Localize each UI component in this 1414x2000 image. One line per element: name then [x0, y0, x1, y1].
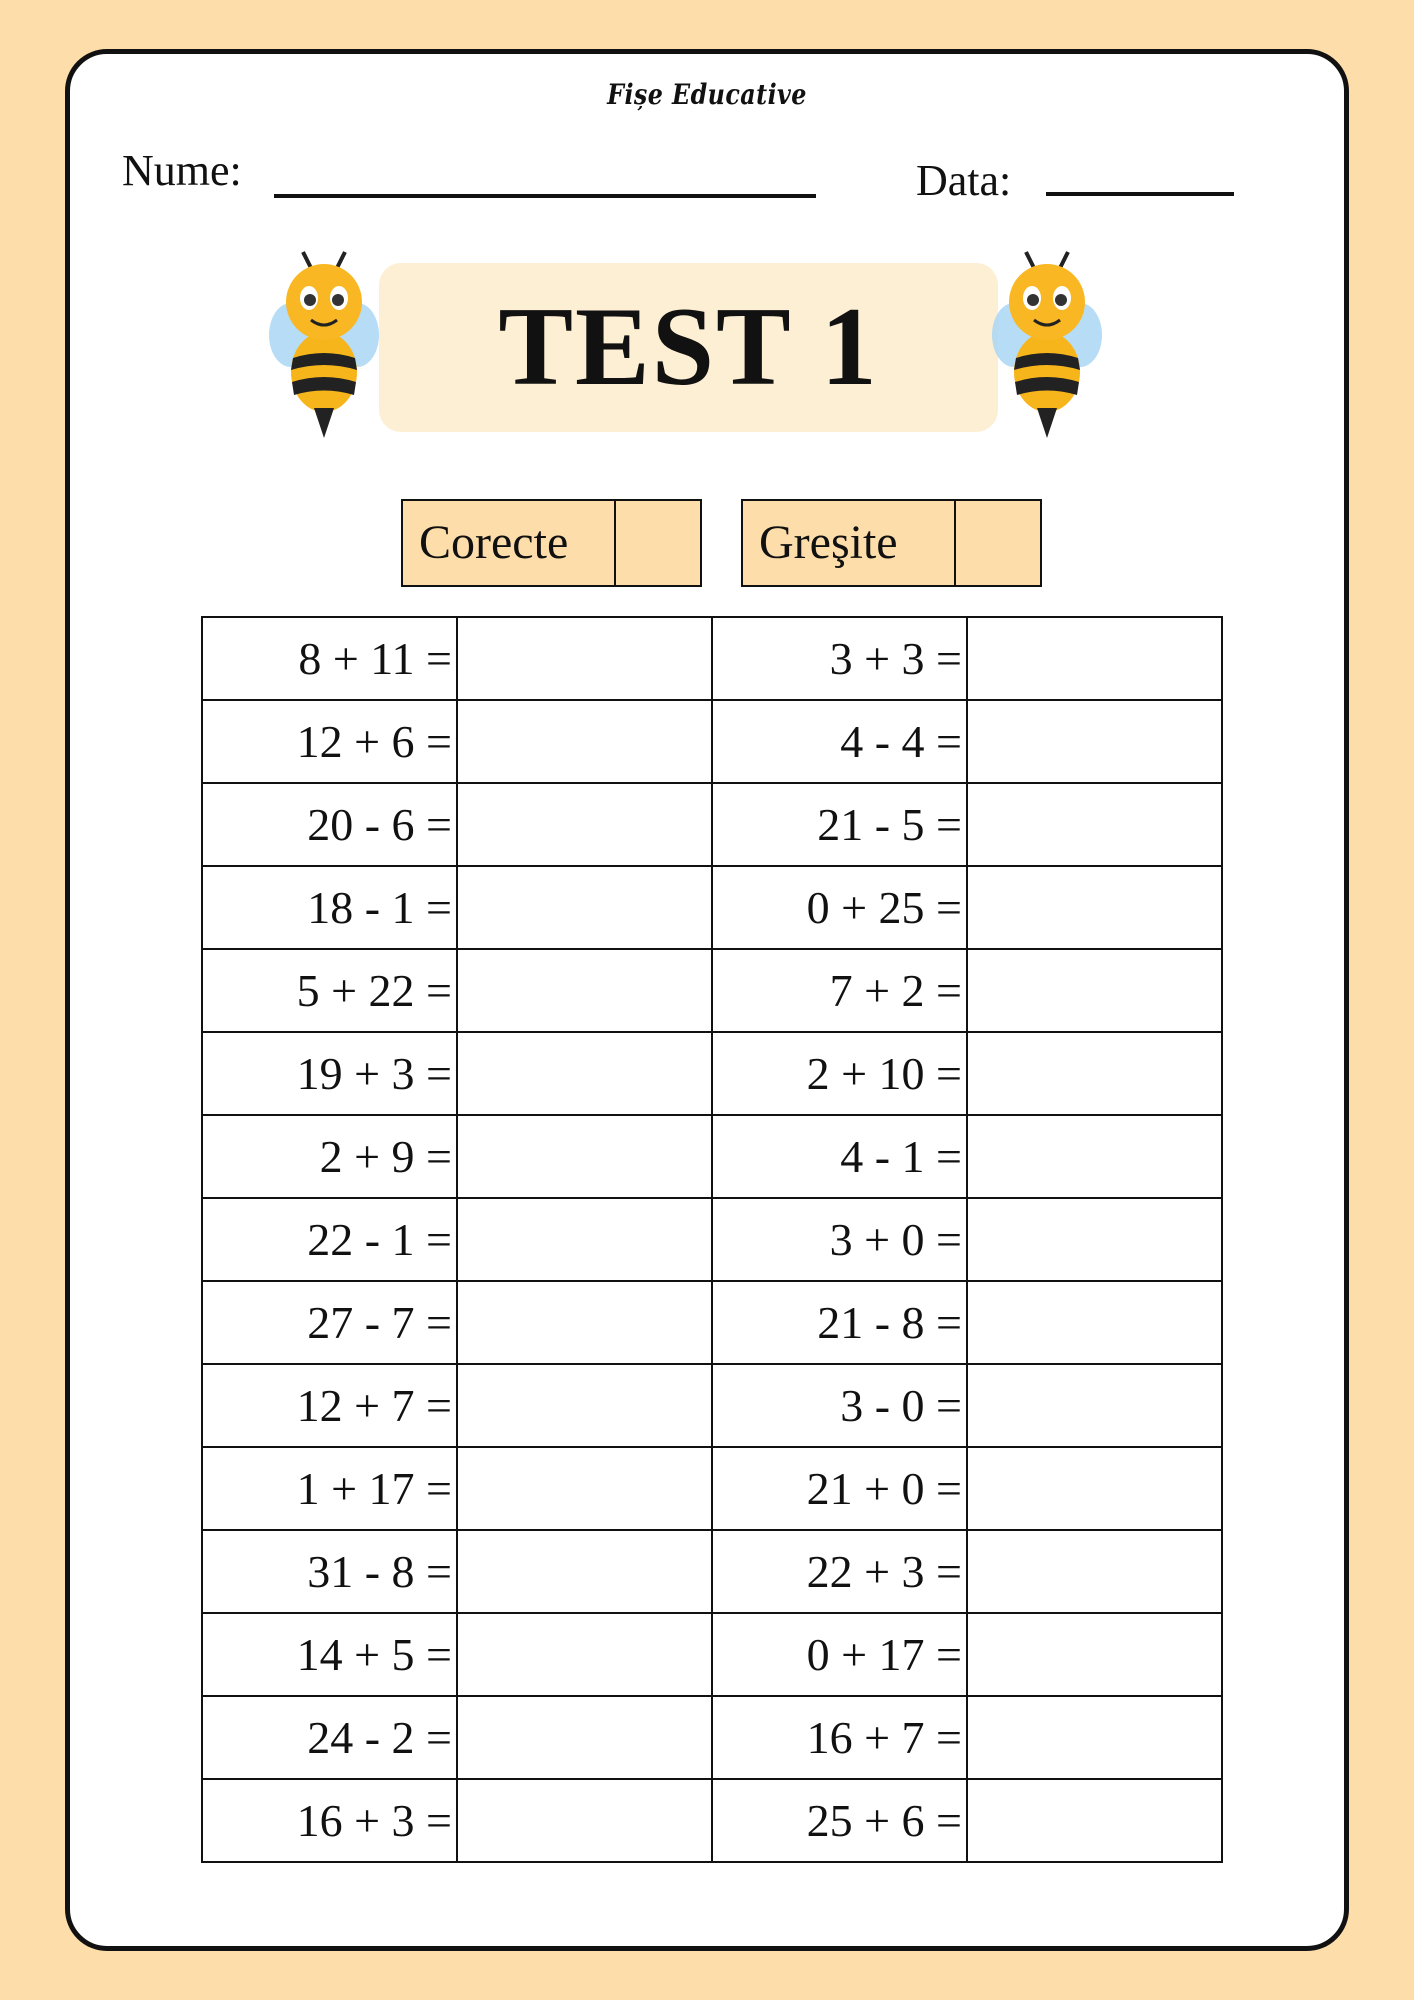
exercise-left: 20 - 6 = [202, 783, 457, 866]
answer-cell-right[interactable] [967, 700, 1222, 783]
exercise-row [202, 1364, 1222, 1447]
bee-illustration-right [992, 250, 1102, 440]
exercise-left: 16 + 3 = [202, 1779, 457, 1862]
exercise-right: 16 + 7 = [712, 1696, 967, 1779]
correct-score-field[interactable] [616, 501, 700, 585]
exercise-right: 0 + 25 = [712, 866, 967, 949]
answer-cell-right[interactable] [967, 866, 1222, 949]
exercise-left: 31 - 8 = [202, 1530, 457, 1613]
bee-pupil [332, 294, 344, 306]
answer-cell-right[interactable] [967, 1198, 1222, 1281]
exercise-row [202, 1115, 1222, 1198]
answer-cell-right[interactable] [967, 1613, 1222, 1696]
exercise-right: 21 - 5 = [712, 783, 967, 866]
bee-body [1014, 332, 1080, 412]
answer-cell-right[interactable] [967, 1696, 1222, 1779]
exercise-row [202, 1779, 1222, 1862]
exercise-table [201, 616, 1223, 1863]
exercise-right: 25 + 6 = [712, 1779, 967, 1862]
exercise-row [202, 700, 1222, 783]
brand-logo: Fișe Educative [607, 78, 807, 111]
answer-cell-left[interactable] [457, 1530, 712, 1613]
exercise-right: 2 + 10 = [712, 1032, 967, 1115]
bee-stinger [1037, 408, 1057, 438]
exercise-right: 7 + 2 = [712, 949, 967, 1032]
answer-cell-left[interactable] [457, 866, 712, 949]
exercise-row [202, 1696, 1222, 1779]
exercise-left: 27 - 7 = [202, 1281, 457, 1364]
exercise-right: 4 - 1 = [712, 1115, 967, 1198]
exercise-left: 19 + 3 = [202, 1032, 457, 1115]
bee-antenna [1060, 252, 1068, 268]
answer-cell-left[interactable] [457, 1364, 712, 1447]
bee-body [291, 332, 357, 412]
answer-cell-left[interactable] [457, 617, 712, 700]
exercise-right: 22 + 3 = [712, 1530, 967, 1613]
answer-cell-right[interactable] [967, 1779, 1222, 1862]
answer-cell-left[interactable] [457, 1613, 712, 1696]
exercise-right: 3 + 3 = [712, 617, 967, 700]
exercise-row [202, 1281, 1222, 1364]
bee-antenna [1026, 252, 1034, 268]
exercise-left: 12 + 6 = [202, 700, 457, 783]
page-title: TEST 1 [498, 285, 879, 409]
answer-cell-right[interactable] [967, 783, 1222, 866]
bee-pupil [304, 294, 316, 306]
answer-cell-left[interactable] [457, 783, 712, 866]
answer-cell-left[interactable] [457, 1032, 712, 1115]
answer-cell-left[interactable] [457, 700, 712, 783]
answer-cell-left[interactable] [457, 1447, 712, 1530]
name-label: Nume: [122, 146, 242, 195]
answer-cell-right[interactable] [967, 949, 1222, 1032]
answer-cell-left[interactable] [457, 1779, 712, 1862]
exercise-left: 24 - 2 = [202, 1696, 457, 1779]
bee-head [286, 264, 362, 340]
exercise-left: 18 - 1 = [202, 866, 457, 949]
exercise-right: 0 + 17 = [712, 1613, 967, 1696]
exercise-left: 1 + 17 = [202, 1447, 457, 1530]
wrong-score-box [741, 499, 1042, 587]
worksheet-sheet [65, 49, 1349, 1951]
bee-antenna [303, 252, 311, 268]
exercise-left: 22 - 1 = [202, 1198, 457, 1281]
answer-cell-left[interactable] [457, 1198, 712, 1281]
correct-score-label: Corecte [403, 501, 616, 585]
exercise-right: 21 + 0 = [712, 1447, 967, 1530]
wrong-score-field[interactable] [956, 501, 1040, 585]
date-label: Data: [916, 156, 1012, 205]
exercise-left: 2 + 9 = [202, 1115, 457, 1198]
bee-antenna [337, 252, 345, 268]
bee-pupil [1055, 294, 1067, 306]
bee-stinger [314, 408, 334, 438]
exercise-right: 4 - 4 = [712, 700, 967, 783]
wrong-score-label: Greşite [743, 501, 956, 585]
answer-cell-right[interactable] [967, 617, 1222, 700]
answer-cell-left[interactable] [457, 1115, 712, 1198]
exercise-row [202, 866, 1222, 949]
exercise-row [202, 783, 1222, 866]
answer-cell-right[interactable] [967, 1364, 1222, 1447]
exercise-right: 3 - 0 = [712, 1364, 967, 1447]
exercise-left: 12 + 7 = [202, 1364, 457, 1447]
exercise-row [202, 617, 1222, 700]
exercise-right: 21 - 8 = [712, 1281, 967, 1364]
answer-cell-right[interactable] [967, 1447, 1222, 1530]
answer-cell-left[interactable] [457, 1281, 712, 1364]
answer-cell-right[interactable] [967, 1530, 1222, 1613]
exercise-left: 14 + 5 = [202, 1613, 457, 1696]
exercise-left: 5 + 22 = [202, 949, 457, 1032]
answer-cell-left[interactable] [457, 949, 712, 1032]
answer-cell-right[interactable] [967, 1281, 1222, 1364]
title-banner [379, 263, 998, 432]
answer-cell-right[interactable] [967, 1032, 1222, 1115]
answer-cell-right[interactable] [967, 1115, 1222, 1198]
bee-head [1009, 264, 1085, 340]
exercise-row [202, 1032, 1222, 1115]
exercise-row [202, 1613, 1222, 1696]
date-input-line[interactable] [1046, 192, 1234, 196]
exercise-row [202, 1198, 1222, 1281]
bee-illustration-left [269, 250, 379, 440]
name-input-line[interactable] [274, 194, 816, 198]
exercise-row [202, 949, 1222, 1032]
exercise-left: 8 + 11 = [202, 617, 457, 700]
exercise-row [202, 1530, 1222, 1613]
answer-cell-left[interactable] [457, 1696, 712, 1779]
correct-score-box [401, 499, 702, 587]
exercise-right: 3 + 0 = [712, 1198, 967, 1281]
exercise-row [202, 1447, 1222, 1530]
bee-pupil [1027, 294, 1039, 306]
